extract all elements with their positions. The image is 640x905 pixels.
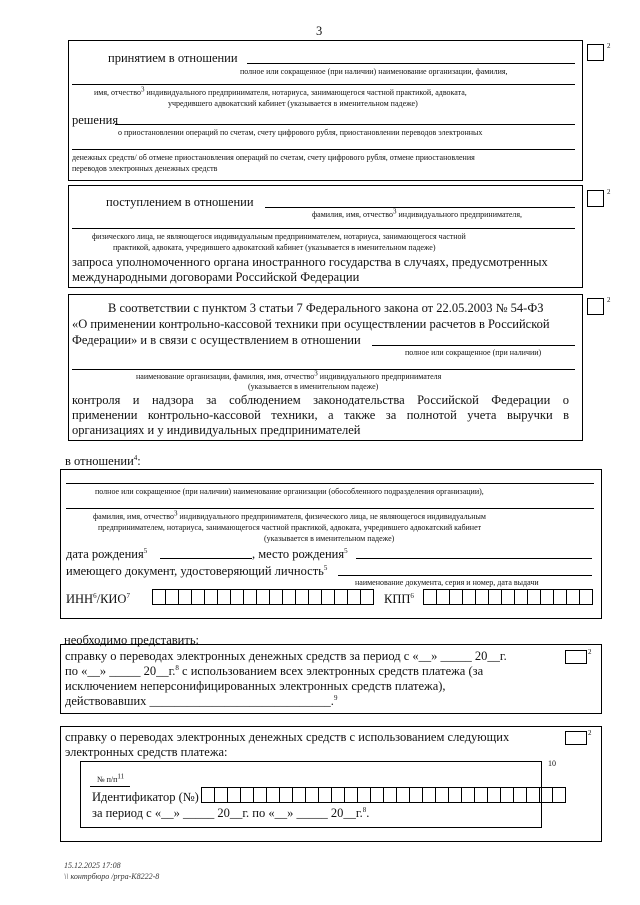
decision-label: решения: [72, 113, 119, 127]
item-num-line[interactable]: [90, 786, 130, 787]
footer-path: \\ контрбюро /prpa-K8222-8: [64, 872, 160, 881]
birth-place-input[interactable]: [356, 558, 592, 559]
birth-place-label: , место рождения$^5$: [252, 546, 348, 561]
kpp-cells[interactable]: [424, 589, 593, 605]
request-text-1: запроса уполномоченного органа иностранного государства в случаях, предусмотренных: [72, 255, 548, 269]
request-relation-label: поступлением в отношении: [106, 195, 254, 209]
person-name-caption-3: практикой, адвоката, учредившего адвокатский кабинет (указывается в именительном падеже): [113, 243, 436, 252]
relation-org-caption-4: (указывается в именительном падеже): [264, 534, 395, 543]
kkt-org-caption-2: наименование организации, фамилия, имя, отчество3 индивидуального предпринимателя: [136, 369, 442, 381]
decision-line[interactable]: [115, 124, 575, 125]
checkbox-footnote: 2: [588, 729, 592, 737]
id-doc-caption: наименование документа, серия и номер, дата выдачи: [355, 578, 539, 587]
option2-line-1: справку о переводах электронных денежных средств с использованием следующих: [65, 730, 510, 744]
relation-org-caption-3: предпринимателем, нотариуса, занимающегося частной практикой, адвоката, учредившего адвокатский кабинет: [98, 523, 482, 532]
option1-line-1: справку о переводах электронных денежных средств за период с «__» _____ 20__г.: [65, 649, 507, 663]
kkt-law-line-3: Федерации» и в связи с осуществлением в отношении: [72, 333, 361, 347]
checkbox-footnote: 2: [588, 648, 592, 656]
checkbox-footnote: 2: [607, 296, 611, 304]
kkt-text-3: организациях и у индивидуальных предпринимателей: [72, 423, 361, 437]
footer-timestamp: 15.12.2025 17:08: [64, 861, 121, 870]
kkt-text-2: применении контрольно-кассовой техники, а также за полнотой учета выручки в: [72, 408, 569, 422]
page-number: 3: [316, 24, 323, 38]
inn-kio-label: ИНН$^6$/КИО$^7$: [66, 591, 130, 606]
org-name-line-2[interactable]: [72, 84, 575, 85]
relation-org-caption: полное или сокращенное (при наличии) наименование организации (обособленного подразделения организации),: [95, 487, 484, 496]
person-name-caption-2: физического лица, не являющегося индивидуальным предпринимателем, нотариуса, занимающегося частной: [92, 232, 466, 241]
birth-date-label: дата рождения$^5$: [66, 546, 148, 561]
kkt-org-caption-3: (указывается в именительном падеже): [248, 382, 379, 391]
option1-line-4: действовавших _____________________________.$^9$: [65, 693, 338, 708]
required-label: необходимо представить:: [64, 633, 199, 647]
identifier-label: Идентификатор (№): [92, 790, 199, 804]
kkt-text-1: контроля и надзора за соблюдением законодательства Российской Федерации о: [72, 393, 569, 407]
person-name-line-2[interactable]: [72, 228, 575, 229]
relation-org-line[interactable]: [66, 483, 594, 484]
relation-label: в отношении$^4$:: [65, 453, 141, 468]
request-text-2: международными договорами Российской Федерации: [72, 270, 360, 284]
relation-org-caption-2: фамилия, имя, отчество3 индивидуального предпринимателя, физического лица, не являющегося индивидуальным: [93, 509, 486, 521]
inn-cells[interactable]: [153, 589, 374, 605]
option1-line-2: по «__» _____ 20__г.$^8$ с использованием всех электронных средств платежа (за: [65, 663, 484, 678]
org-name-caption-2: имя, отчество3 индивидуального предпринимателя, нотариуса, занимающегося частной практикой, адвоката,: [94, 85, 467, 97]
person-name-line[interactable]: [265, 207, 575, 208]
checkbox-footnote: 2: [607, 42, 611, 50]
decision-caption-3: переводов электронных денежных средств: [72, 164, 218, 173]
decision-relation-label: принятием в отношении: [108, 51, 238, 65]
kkt-law-line-1: В соответствии с пунктом 3 статьи 7 Федерального закона от 22.05.2003 № 54-ФЗ: [108, 301, 544, 315]
birth-date-input[interactable]: [160, 558, 252, 559]
checkbox-footnote: 2: [607, 188, 611, 196]
decision-line-2[interactable]: [72, 149, 575, 150]
id-doc-label: имеющего документ, удостоверяющий личность$^5$: [66, 563, 328, 578]
id-doc-input[interactable]: [338, 575, 592, 576]
option1-checkbox[interactable]: [565, 650, 587, 664]
option2-checkbox[interactable]: [565, 731, 587, 745]
request-checkbox[interactable]: [587, 190, 604, 207]
note-10: 10: [548, 759, 556, 768]
org-name-caption-3: учредившего адвокатский кабинет (указывается в именительном падеже): [168, 99, 418, 108]
decision-caption-1: о приостановлении операций по счетам, счету цифрового рубля, приостановлении переводов электронных: [118, 128, 483, 137]
option2-line-2: электронных средств платежа:: [65, 745, 228, 759]
option1-line-3: исключением неперсонифицированных электронных средств платежа),: [65, 679, 446, 693]
decision-caption-2: денежных средств/ об отмене приостановления операций по счетам, счету цифрового рубля, отмене приостановления: [72, 153, 475, 162]
kkt-checkbox[interactable]: [587, 298, 604, 315]
decision-checkbox[interactable]: [587, 44, 604, 61]
kkt-org-caption: полное или сокращенное (при наличии): [405, 348, 542, 357]
org-name-caption: полное или сокращенное (при наличии) наименование организации, фамилия,: [240, 67, 508, 76]
person-name-caption: фамилия, имя, отчество3 индивидуального предпринимателя,: [312, 207, 523, 219]
identifier-cells[interactable]: [202, 787, 566, 803]
item-num-label: № п/п11: [97, 772, 125, 784]
kkt-org-line[interactable]: [372, 345, 575, 346]
kkt-law-line-2: «О применении контрольно-кассовой техники при осуществлении расчетов в Российской: [72, 317, 550, 331]
period-text: за период с «__» _____ 20__г. по «__» _____ 20__г.$^8$.: [92, 805, 370, 820]
relation-org-line-2[interactable]: [66, 508, 594, 509]
org-name-line[interactable]: [247, 63, 575, 64]
kpp-label: КПП$^6$: [384, 591, 414, 606]
kkt-org-line-2[interactable]: [72, 369, 575, 370]
